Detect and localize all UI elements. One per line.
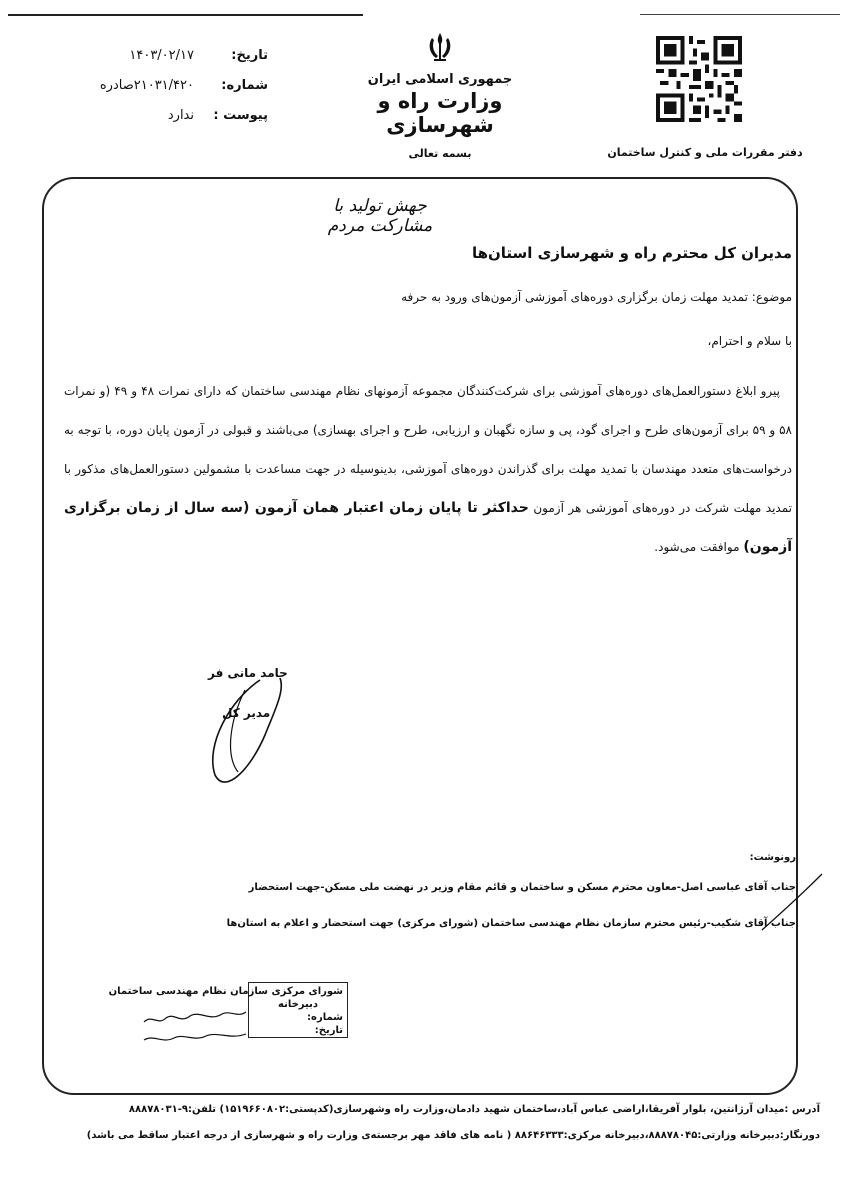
number-row xyxy=(48,78,268,108)
cc-line-1: جناب آقای عباسی اصل-معاون محترم مسکن و ساختمان و قائم مقام وزیر در نهضت ملی مسکن-جهت استحضار xyxy=(248,882,796,893)
department-name: دفتر مقررات ملی و کنترل ساختمان xyxy=(607,146,803,159)
ministry-name: وزارت راه و شهرسازی xyxy=(377,89,503,137)
signer-title: مدیر کل xyxy=(222,706,271,720)
iran-emblem-icon xyxy=(423,30,457,64)
body-part-1: پیرو ابلاغ دستورالعمل‌های دوره‌های آموزشی برای شرکت‌کنندگان مجموعه آزمونهای نظام مهندسی ساختمان که دارای نمرات ۴۸ و ۴۹ (و نمرات ۵۸ و ۵۹ برای آزمون‌های طرح و اجرای گود، پی و سازه نگهبان و ارزیابی، طرح و اجرای بهسازی) می‌باشند و قبولی در آزمون پایان دوره، با توجه به درخواست‌های متعدد مهندسان با تمدید مهلت برای گذراندن دوره‌های آموزشی، بدینوسیله در جهت مساعدت با مشمولین دستورالعمل‌های مذکور با تمدید مهلت شرکت در دوره‌های آموزشی هر آزمون xyxy=(64,384,792,515)
top-rule xyxy=(8,14,363,16)
subject-line: موضوع: تمدید مهلت زمان برگزاری دوره‌های آموزشی آزمون‌های ورود به حرفه xyxy=(401,290,792,304)
recipient: مدیران کل محترم راه و شهرسازی استان‌ها xyxy=(471,244,792,262)
number-value: ۲۱۰۳۱/۴۲۰صادره xyxy=(99,78,194,93)
letterhead-center xyxy=(340,30,540,160)
letter-body xyxy=(64,372,792,567)
letter-frame xyxy=(42,177,798,1095)
greeting: با سلام و احترام، xyxy=(707,334,792,348)
stamp-handwriting xyxy=(140,1000,250,1052)
attachment-label: پیوست : xyxy=(213,108,268,123)
date-row xyxy=(48,48,268,78)
slogan: جهش تولید با مشارکت مردم xyxy=(327,196,433,236)
body-emphasis: حداکثر تا پایان زمان اعتبار همان آزمون (سه سال از زمان برگزاری آزمون) xyxy=(64,500,792,555)
letter-meta xyxy=(48,48,268,138)
republic-name: جمهوری اسلامی ایران xyxy=(367,72,513,87)
bismillah: بسمه تعالی xyxy=(408,147,472,160)
qr-code xyxy=(656,36,742,122)
footer-fax: دورنگار:دبیرخانه وزارتی:۸۸۸۷۸۰۴۵،دبیرخانه مرکزی:۸۸۶۴۶۳۳۳ ( نامه های فاقد مهر برجسته‌ی وزارت راه و شهرسازی از درجه اعتبار ساقط می باشد) xyxy=(86,1130,820,1141)
stamp-org: شورای مرکزی سازمان نظام مهندسی ساختمان xyxy=(108,986,343,997)
attachment-row xyxy=(48,108,268,138)
top-rule-right xyxy=(640,14,840,15)
received-stamp xyxy=(108,982,348,1052)
stamp-number-label: شماره: xyxy=(307,1012,343,1023)
date-value: ۱۴۰۳/۰۲/۱۷ xyxy=(129,48,194,63)
attachment-value: ندارد xyxy=(167,108,194,123)
body-part-2: موافقت می‌شود. xyxy=(654,540,740,554)
number-label: شماره: xyxy=(221,78,268,93)
stamp-date-label: تاریخ: xyxy=(314,1025,343,1036)
stamp-office: دبیرخانه xyxy=(278,999,318,1010)
signer-name: حامد مانی فر xyxy=(208,666,288,680)
cc-line-2: جناب آقای شکیب-رئیس محترم سازمان نظام مهندسی ساختمان (شورای مرکزی) جهت استحضار و اعلام به استان‌ها xyxy=(226,918,796,929)
footer-address: آدرس :میدان آرژانتین، بلوار آفریقا،اراضی عباس آباد،ساختمان شهید دادمان،وزارت راه وشهرسازی(کدپستی:۱۵۱۹۶۶۰۸۰۲) تلفن:۹-۸۸۸۷۸۰۳۱ xyxy=(128,1104,820,1115)
date-label: تاریخ: xyxy=(231,48,268,63)
stamp-box xyxy=(108,982,348,1038)
margin-check-mark xyxy=(760,870,824,934)
cc-heading: رونوشت: xyxy=(749,852,796,863)
